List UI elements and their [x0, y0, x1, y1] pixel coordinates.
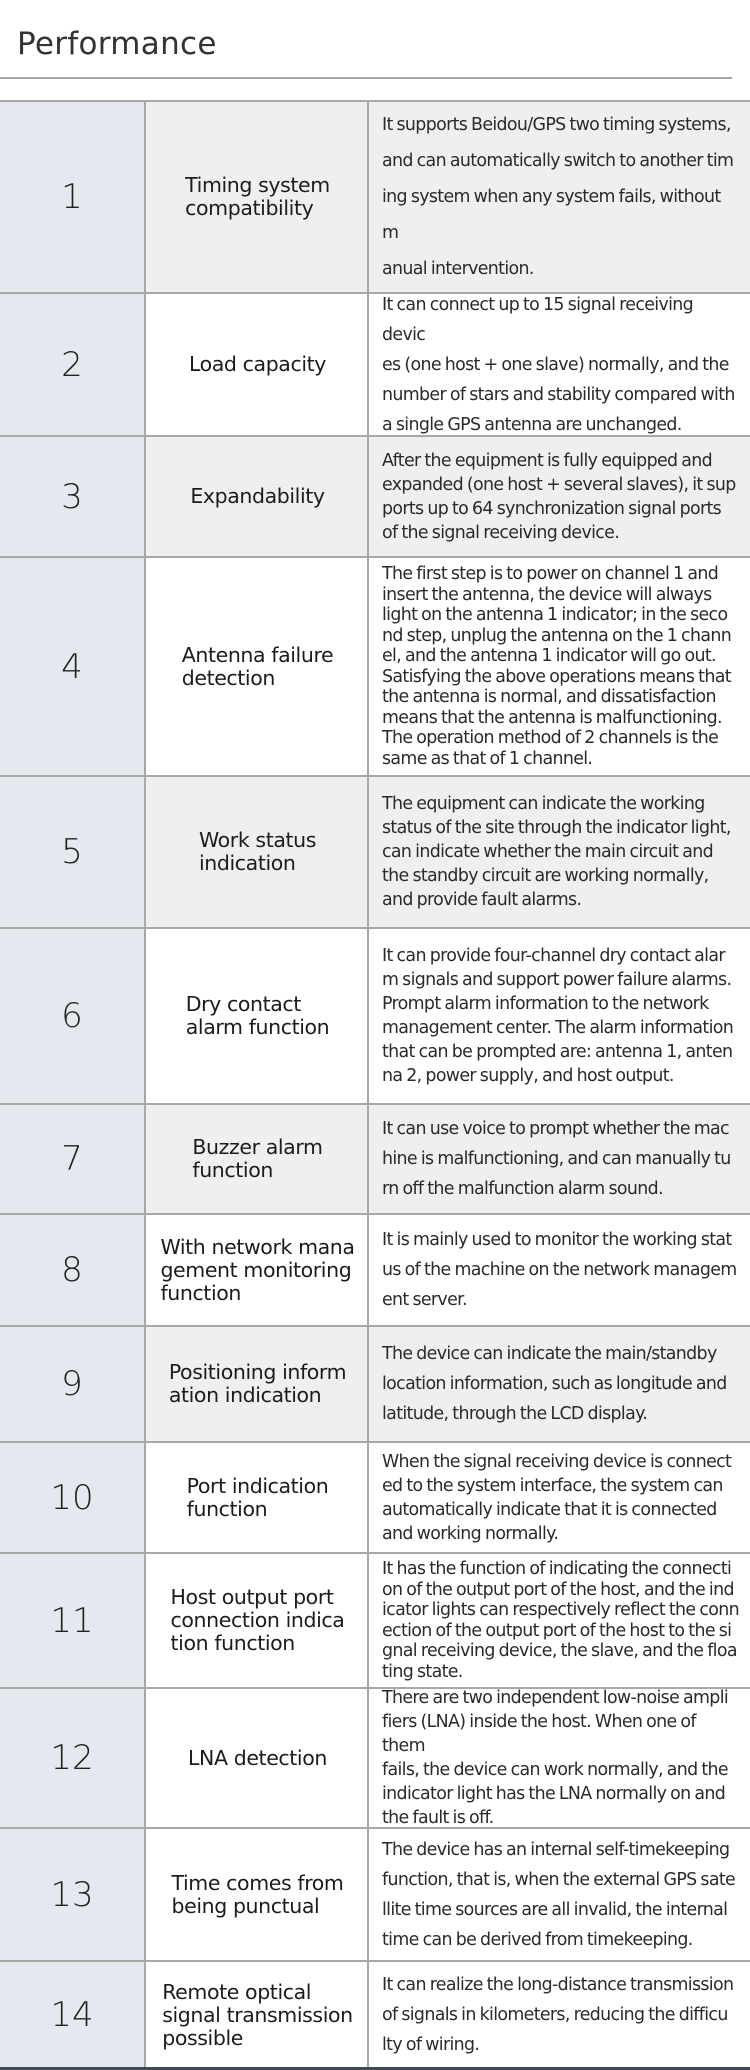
feature-name: Buzzer alarm function	[192, 1135, 323, 1182]
feature-number: 4	[0, 558, 146, 775]
feature-number: 13	[0, 1829, 146, 1960]
feature-description: It is mainly used to monitor the working stat us of the machine on the network managem ent server.	[382, 1230, 737, 1310]
table-row	[0, 1215, 750, 1327]
feature-description: The equipment can indicate the working status of the site through the indicator light, can indicate whether the main circuit and the standby circuit are working normally, and provide fault alarms.	[382, 794, 731, 910]
feature-description: After the equipment is fully equipped and expanded (one host + several slaves), it sup ports up to 64 synchronization signal ports of the signal receiving device.	[382, 450, 736, 543]
feature-name: Host output port connection indica tion function	[170, 1585, 345, 1655]
feature-name-cell	[146, 1829, 369, 1960]
feature-number: 2	[0, 294, 146, 435]
performance-table	[0, 100, 750, 2068]
feature-description: It has the function of indicating the connecti on of the output port of the host, and the ind icator lights can respectively reflect the conn ection of the output port of the host to the si gnal receiving device, the slave, and the floa ting state.	[382, 1559, 739, 1682]
feature-description-cell	[369, 777, 750, 927]
feature-number: 3	[0, 437, 146, 556]
feature-name-cell	[146, 1554, 369, 1687]
feature-number: 14	[0, 1962, 146, 2068]
feature-name-cell	[146, 1327, 369, 1441]
table-row	[0, 1689, 750, 1829]
table-row	[0, 1554, 750, 1689]
table-row	[0, 102, 750, 294]
feature-description-cell	[369, 1327, 750, 1441]
feature-name: Time comes from being punctual	[171, 1870, 344, 1918]
feature-number: 12	[0, 1689, 146, 1827]
feature-name: LNA detection	[188, 1745, 327, 1770]
table-row	[0, 437, 750, 558]
feature-description: The device can indicate the main/standby location information, such as longitude and latitude, through the LCD display.	[382, 1344, 727, 1424]
feature-number: 11	[0, 1554, 146, 1687]
feature-name: Dry contact alarm function	[185, 992, 330, 1039]
feature-number: 8	[0, 1215, 146, 1325]
feature-number: 9	[0, 1327, 146, 1441]
feature-description-cell	[369, 1105, 750, 1213]
feature-name-cell	[146, 294, 369, 435]
feature-name-cell	[146, 558, 369, 775]
table-row	[0, 1327, 750, 1443]
feature-description: When the signal receiving device is connect ed to the system interface, the system can automatically indicate that it is connected and working normally.	[382, 1451, 732, 1544]
feature-name-cell	[146, 437, 369, 556]
feature-description: It can use voice to prompt whether the mac hine is malfunctioning, and can manually tu rn off the malfunction alarm sound.	[382, 1119, 731, 1199]
table-row	[0, 294, 750, 437]
table-row	[0, 777, 750, 929]
feature-description-cell	[369, 1962, 750, 2068]
feature-description: The first step is to power on channel 1 and insert the antenna, the device will always light on the antenna 1 indicator; in the seco nd step, unplug the antenna on the 1 chann el, and the antenna 1 indicator will go out. Satisfying the above operations means that the antenna is normal, and dissatisfaction means that the antenna is malfunctioning. The operation method of 2 channels is the same as that of 1 channel.	[382, 564, 732, 769]
feature-description: It supports Beidou/GPS two timing systems, and can automatically switch to another tim ing system when any system fails, without m anual intervention.	[382, 115, 734, 279]
feature-name-cell	[146, 777, 369, 927]
feature-name: Load capacity	[188, 352, 327, 376]
feature-name: Expandability	[190, 484, 325, 508]
feature-description: It can provide four-channel dry contact alar m signals and support power failure alarms. Prompt alarm information to the network management center. The alarm information that can be prompted are: antenna 1, anten na 2, power supply, and host output.	[382, 946, 734, 1086]
feature-description: It can connect up to 15 signal receiving devic es (one host + one slave) normally, and the number of stars and stability compared with a single GPS antenna are unchanged.	[382, 294, 735, 435]
feature-description-cell	[369, 102, 750, 292]
feature-name-cell	[146, 1443, 369, 1552]
feature-number: 5	[0, 777, 146, 927]
feature-description: The device has an internal self-timekeeping function, that is, when the external GPS sate llite time sources are all invalid, the internal time can be derived from timekeeping.	[382, 1839, 736, 1950]
feature-name: Timing system compatibility	[185, 173, 330, 220]
table-row	[0, 1962, 750, 2068]
feature-name-cell	[146, 1215, 369, 1325]
feature-number: 6	[0, 929, 146, 1103]
feature-name: Port indication function	[186, 1473, 329, 1521]
feature-description: There are two independent low-noise ampli fiers (LNA) inside the host. When one of them fails, the device can work normally, and the indicator light has the LNA normally on and the fault is off.	[382, 1688, 729, 1828]
table-row	[0, 1105, 750, 1215]
table-row	[0, 929, 750, 1105]
feature-description-cell	[369, 1554, 750, 1687]
feature-description-cell	[369, 437, 750, 556]
feature-name: Remote optical signal transmission possible	[162, 1979, 353, 2050]
feature-description-cell	[369, 558, 750, 775]
feature-number: 10	[0, 1443, 146, 1552]
feature-description-cell	[369, 1829, 750, 1960]
feature-name: Positioning inform ation indication	[168, 1360, 347, 1407]
feature-description-cell	[369, 929, 750, 1103]
feature-name-cell	[146, 929, 369, 1103]
feature-name-cell	[146, 1105, 369, 1213]
feature-description-cell	[369, 1443, 750, 1552]
feature-name-cell	[146, 1689, 369, 1827]
feature-name-cell	[146, 1962, 369, 2068]
feature-description-cell	[369, 1689, 750, 1827]
feature-name-cell	[146, 102, 369, 292]
table-row	[0, 1443, 750, 1554]
title-divider	[0, 77, 732, 79]
feature-description: It can realize the long-distance transmission of signals in kilometers, reducing the difficu lty of wiring.	[382, 1975, 734, 2055]
table-row	[0, 1829, 750, 1962]
page-title: Performance	[17, 26, 217, 62]
feature-number: 1	[0, 102, 146, 292]
table-row	[0, 558, 750, 777]
feature-name: Antenna failure detection	[181, 642, 334, 690]
feature-name: Work status indication	[198, 828, 317, 875]
feature-description-cell	[369, 1215, 750, 1325]
feature-description-cell	[369, 294, 750, 435]
feature-number: 7	[0, 1105, 146, 1213]
feature-name: With network mana gement monitoring function	[160, 1234, 355, 1305]
